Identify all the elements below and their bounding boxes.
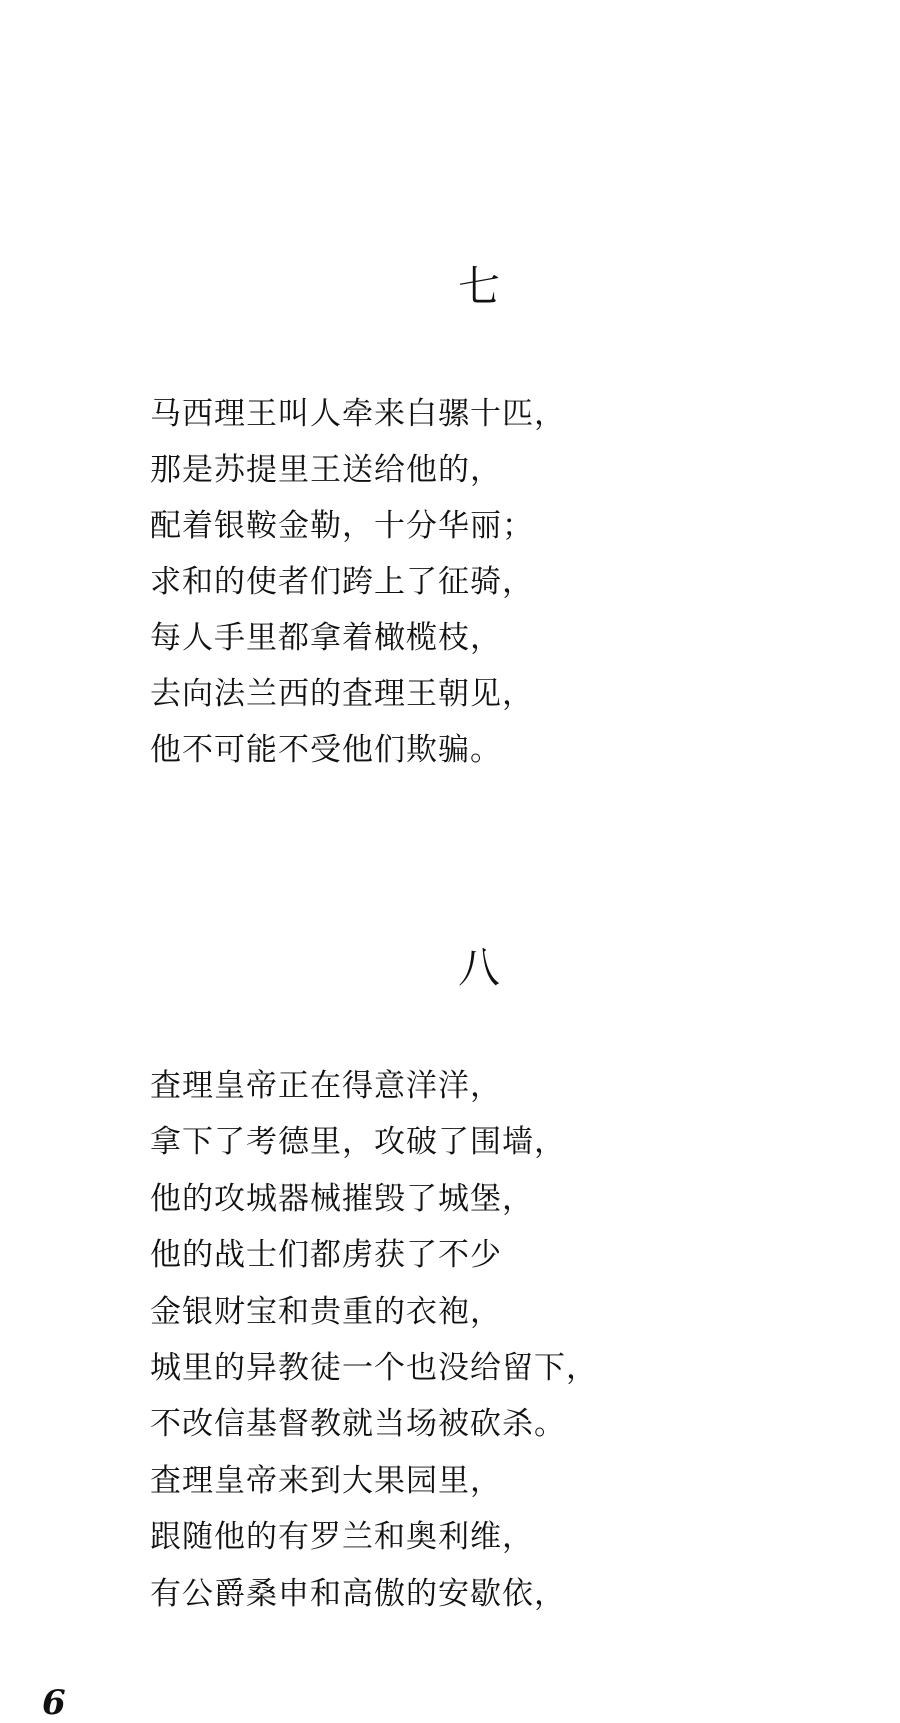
- verse-line: 每人手里都拿着橄榄枝，: [150, 620, 502, 656]
- section-heading-8: 八: [457, 943, 500, 992]
- verse-line: 去向法兰西的査理王朝见，: [150, 676, 534, 712]
- verse-line: 他的攻城器械摧毁了城堡，: [150, 1180, 534, 1217]
- verse-line: 求和的使者们跨上了征骑，: [150, 564, 534, 600]
- section-heading-7: 七: [457, 262, 500, 311]
- verse-line: 跟随他的有罗兰和奥利维，: [150, 1519, 534, 1556]
- verse-line: 配着银鞍金勒，十分华丽；: [150, 508, 534, 544]
- verse-line: 不改信基督教就当场被砍杀。: [150, 1406, 566, 1443]
- stanza-8: [150, 1058, 870, 1622]
- verse-line: 马西理王叫人牵来白骡十匹，: [150, 396, 566, 432]
- verse-line: 拿下了考德里，攻破了围墙，: [150, 1124, 566, 1161]
- verse-line: 査理皇帝正在得意洋洋，: [150, 1068, 502, 1104]
- verse-line: 城里的异教徒一个也没给留下，: [150, 1349, 598, 1386]
- verse-line: 那是苏提里王送给他的，: [150, 452, 502, 488]
- verse-line: 他不可能不受他们欺骗。: [150, 732, 502, 768]
- verse-line: 金银财宝和贵重的衣袍，: [150, 1293, 502, 1330]
- verse-line: 有公爵桑申和高傲的安歇依，: [150, 1575, 566, 1612]
- page-number: 6: [42, 1683, 66, 1723]
- stanza-7: [150, 386, 870, 778]
- verse-line: 査理皇帝来到大果园里，: [150, 1462, 502, 1499]
- verse-line: 他的战士们都虏获了不少: [150, 1237, 502, 1274]
